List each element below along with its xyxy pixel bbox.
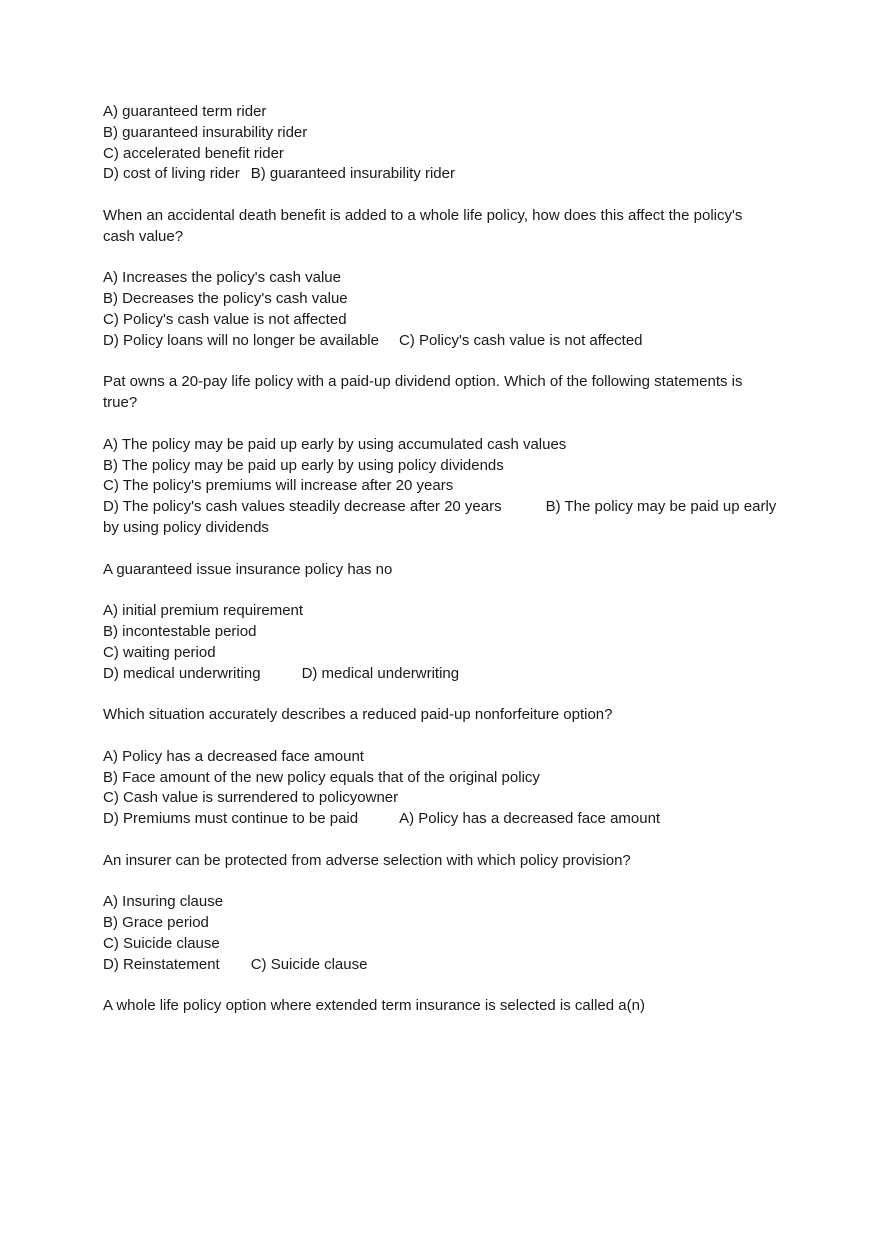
- question-text: A whole life policy option where extended term insurance is selected is called a(n): [103, 997, 645, 1015]
- option-b: B) Grace period: [103, 914, 209, 932]
- option-b: B) Decreases the policy's cash value: [103, 290, 348, 308]
- option-a: A) initial premium requirement: [103, 602, 304, 620]
- option-d: D) Premiums must continue to be paid: [103, 810, 359, 828]
- option-d-with-answer: [103, 497, 783, 539]
- question-block: [103, 372, 783, 538]
- option-a: A) The policy may be paid up early by using accumulated cash values: [103, 435, 567, 453]
- answer-text: C) Suicide clause: [250, 955, 368, 973]
- option-b: B) The policy may be paid up early by using policy dividends: [103, 456, 504, 474]
- question-text: Which situation accurately describes a reduced paid-up nonforfeiture option?: [103, 706, 613, 724]
- answer-text: C) Policy's cash value is not affected: [398, 331, 643, 349]
- option-a: A) guaranteed term rider: [103, 103, 267, 120]
- option-a: A) Increases the policy's cash value: [103, 269, 341, 287]
- option-c: C) Cash value is surrendered to policyowner: [103, 789, 399, 807]
- option-d-with-answer: [103, 164, 783, 185]
- option-d-with-answer: [103, 664, 783, 685]
- option-d-with-answer: [103, 809, 783, 830]
- option-c: C) Suicide clause: [103, 934, 220, 952]
- question-block: [103, 560, 783, 685]
- option-a: A) Insuring clause: [103, 893, 224, 911]
- question-text: Pat owns a 20-pay life policy with a paid-up dividend option. Which of the following statements is true?: [103, 373, 743, 412]
- option-d-with-answer: [103, 955, 783, 976]
- question-text: A guaranteed issue insurance policy has no: [103, 560, 393, 578]
- question-block: [103, 206, 783, 352]
- option-d-with-answer: [103, 331, 783, 352]
- option-c: C) waiting period: [103, 643, 216, 661]
- option-c: C) accelerated benefit rider: [103, 144, 284, 162]
- option-d: D) cost of living rider: [103, 165, 240, 183]
- option-b: B) Face amount of the new policy equals that of the original policy: [103, 768, 540, 786]
- option-c: C) Policy's cash value is not affected: [103, 310, 347, 328]
- question-block: [103, 705, 783, 830]
- question-block: [103, 102, 783, 185]
- page-content: [103, 102, 783, 1017]
- option-b: B) guaranteed insurability rider: [103, 123, 308, 141]
- question-text: When an accidental death benefit is added to a whole life policy, how does this affect the policy's cash value?: [103, 206, 743, 245]
- answer-text: B) guaranteed insurability rider: [250, 165, 455, 183]
- option-d: D) The policy's cash values steadily decrease after 20 years: [103, 498, 502, 516]
- question-block: [103, 996, 783, 1017]
- answer-text: D) medical underwriting: [301, 664, 460, 682]
- question-text: An insurer can be protected from adverse selection with which policy provision?: [103, 851, 631, 869]
- option-d: D) Reinstatement: [103, 955, 220, 973]
- option-c: C) The policy's premiums will increase after 20 years: [103, 477, 454, 495]
- question-block: [103, 851, 783, 976]
- option-b: B) incontestable period: [103, 622, 257, 640]
- answer-text: B) The policy may be paid up early by using policy dividends: [103, 498, 777, 536]
- option-d: D) medical underwriting: [103, 664, 261, 682]
- option-d: D) Policy loans will no longer be available: [103, 331, 379, 349]
- option-a: A) Policy has a decreased face amount: [103, 747, 364, 765]
- answer-text: A) Policy has a decreased face amount: [399, 810, 661, 828]
